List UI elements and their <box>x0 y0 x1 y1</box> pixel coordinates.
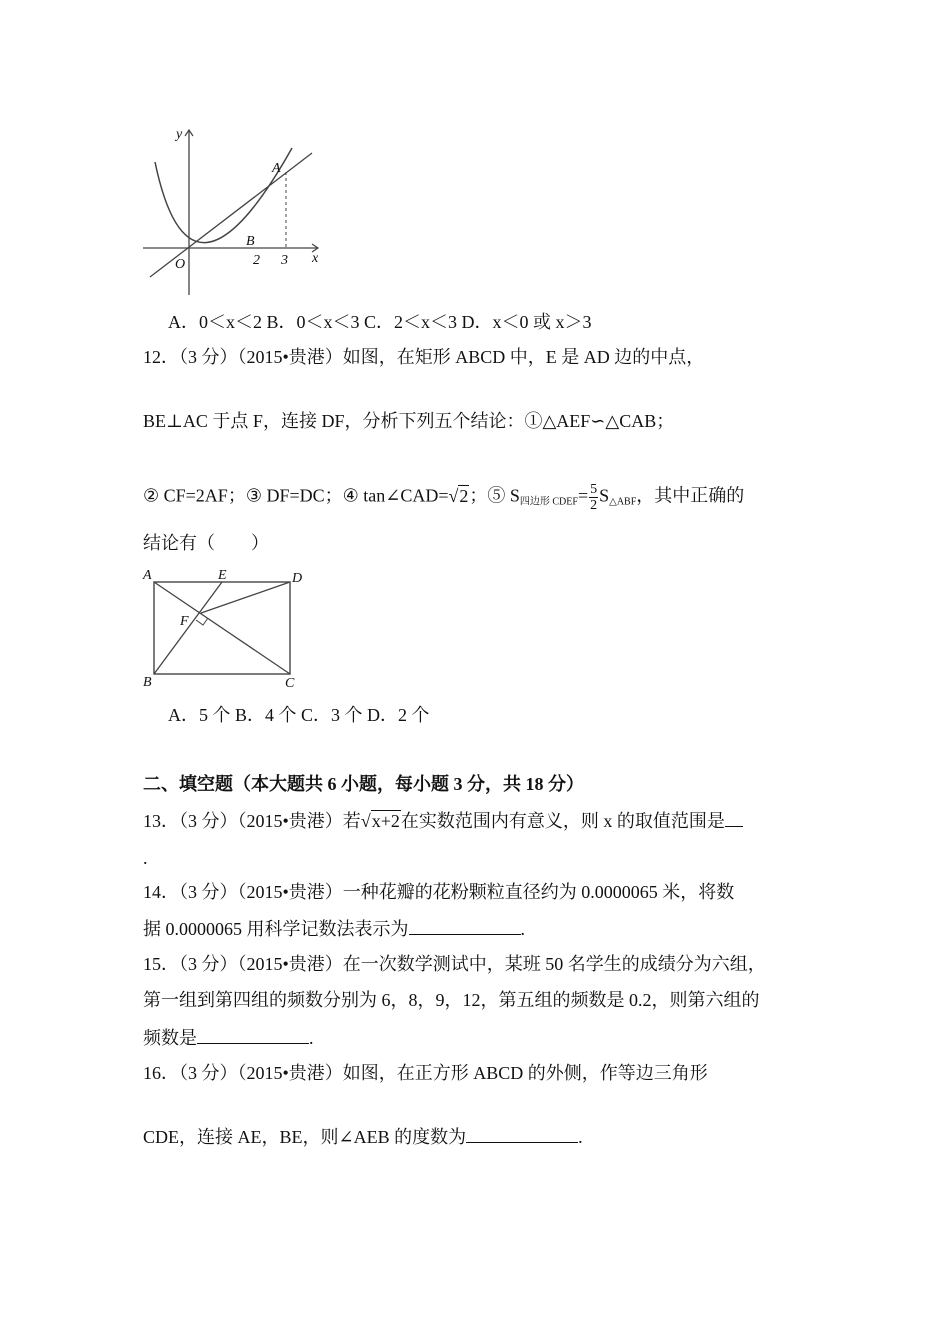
q14-line2: 据 0.0000065 用科学记数法表示为 . <box>143 916 525 941</box>
q11-options: A．0＜x＜2 B．0＜x＜3 C．2＜x＜3 D．x＜0 或 x＞3 <box>168 312 592 332</box>
q14-line1: 14．（3 分）（2015•贵港）一种花瓣的花粉颗粒直径约为 0.0000065 米，将数 <box>143 882 735 902</box>
q13-answer-blank[interactable] <box>725 808 743 827</box>
q16-line1: 16．（3 分）（2015•贵港）如图，在正方形 ABCD 的外侧，作等边三角形 <box>143 1063 708 1083</box>
parabola-line-graph <box>140 120 340 300</box>
section-2-heading: 二、填空题（本大题共 6 小题，每小题 3 分，共 18 分） <box>143 774 584 794</box>
q12-sub-tri: △ABF <box>609 496 637 508</box>
q16-answer-blank[interactable] <box>466 1124 578 1143</box>
q13-pre: 13．（3 分）（2015•贵港）若 <box>143 811 361 831</box>
q16-line2: CDE，连接 AE，BE，则∠AEB 的度数为 . <box>143 1124 583 1149</box>
q12-eq: = <box>577 485 589 506</box>
q12-s: S <box>599 485 610 506</box>
y-label: y <box>176 127 183 142</box>
fraction-5-2: $\frac{5}{2}$ <box>590 482 598 513</box>
point-b-label: B <box>246 234 255 249</box>
origin-label: O <box>175 257 186 272</box>
q12-line3-b: ；⑤ S <box>469 485 520 506</box>
q15-line1: 15．（3 分）（2015•贵港）在一次数学测试中，某班 50 名学生的成绩分为六组， <box>143 954 766 974</box>
sqrt-2: √2 <box>448 485 469 506</box>
label-b: B <box>143 675 152 690</box>
tick-3-label: 3 <box>281 253 288 268</box>
point-a-label: A <box>272 161 281 176</box>
q12-line4: 结论有（ ） <box>143 533 269 553</box>
q12-line1: 12．（3 分）（2015•贵港）如图，在矩形 ABCD 中，E 是 AD 边的中点， <box>143 347 705 367</box>
label-e: E <box>218 568 227 583</box>
q15-answer-blank[interactable] <box>197 1025 309 1044</box>
label-c: C <box>285 676 295 691</box>
q12-sub-quad: 四边形 CDEF <box>519 496 578 508</box>
q13 <box>143 808 743 833</box>
tick-2-label: 2 <box>253 253 260 268</box>
x-label: x <box>312 251 319 266</box>
label-d: D <box>292 571 303 586</box>
label-a: A <box>143 568 152 583</box>
q12-line2: BE⊥AC 于点 F，连接 DF，分析下列五个结论：①△AEF∽△CAB； <box>143 411 675 431</box>
q15-line2: 第一组到第四组的频数分别为 6，8，9，12，第五组的频数是 0.2，则第六组的 <box>143 990 760 1010</box>
right-angle-mark <box>196 618 208 625</box>
q13-post: 在实数范围内有意义，则 x 的取值范围是 <box>400 811 725 831</box>
q12-line3-c: ，其中正确的 <box>636 485 745 506</box>
q14-answer-blank[interactable] <box>409 916 521 935</box>
label-f: F <box>180 614 189 629</box>
segment-ac <box>154 582 290 674</box>
q12-line3 <box>143 482 744 515</box>
rectangle-figure <box>140 562 310 692</box>
q13-end: . <box>143 848 148 868</box>
q15-line3: 频数是 . <box>143 1025 314 1050</box>
segment-fd <box>201 582 290 613</box>
sqrt-x-plus-2: √x+2 <box>360 811 400 831</box>
q12-line3-a: ② CF=2AF；③ DF=DC；④ tan∠CAD= <box>143 485 449 506</box>
q12-options: A．5 个 B．4 个 C．3 个 D．2 个 <box>168 705 430 725</box>
